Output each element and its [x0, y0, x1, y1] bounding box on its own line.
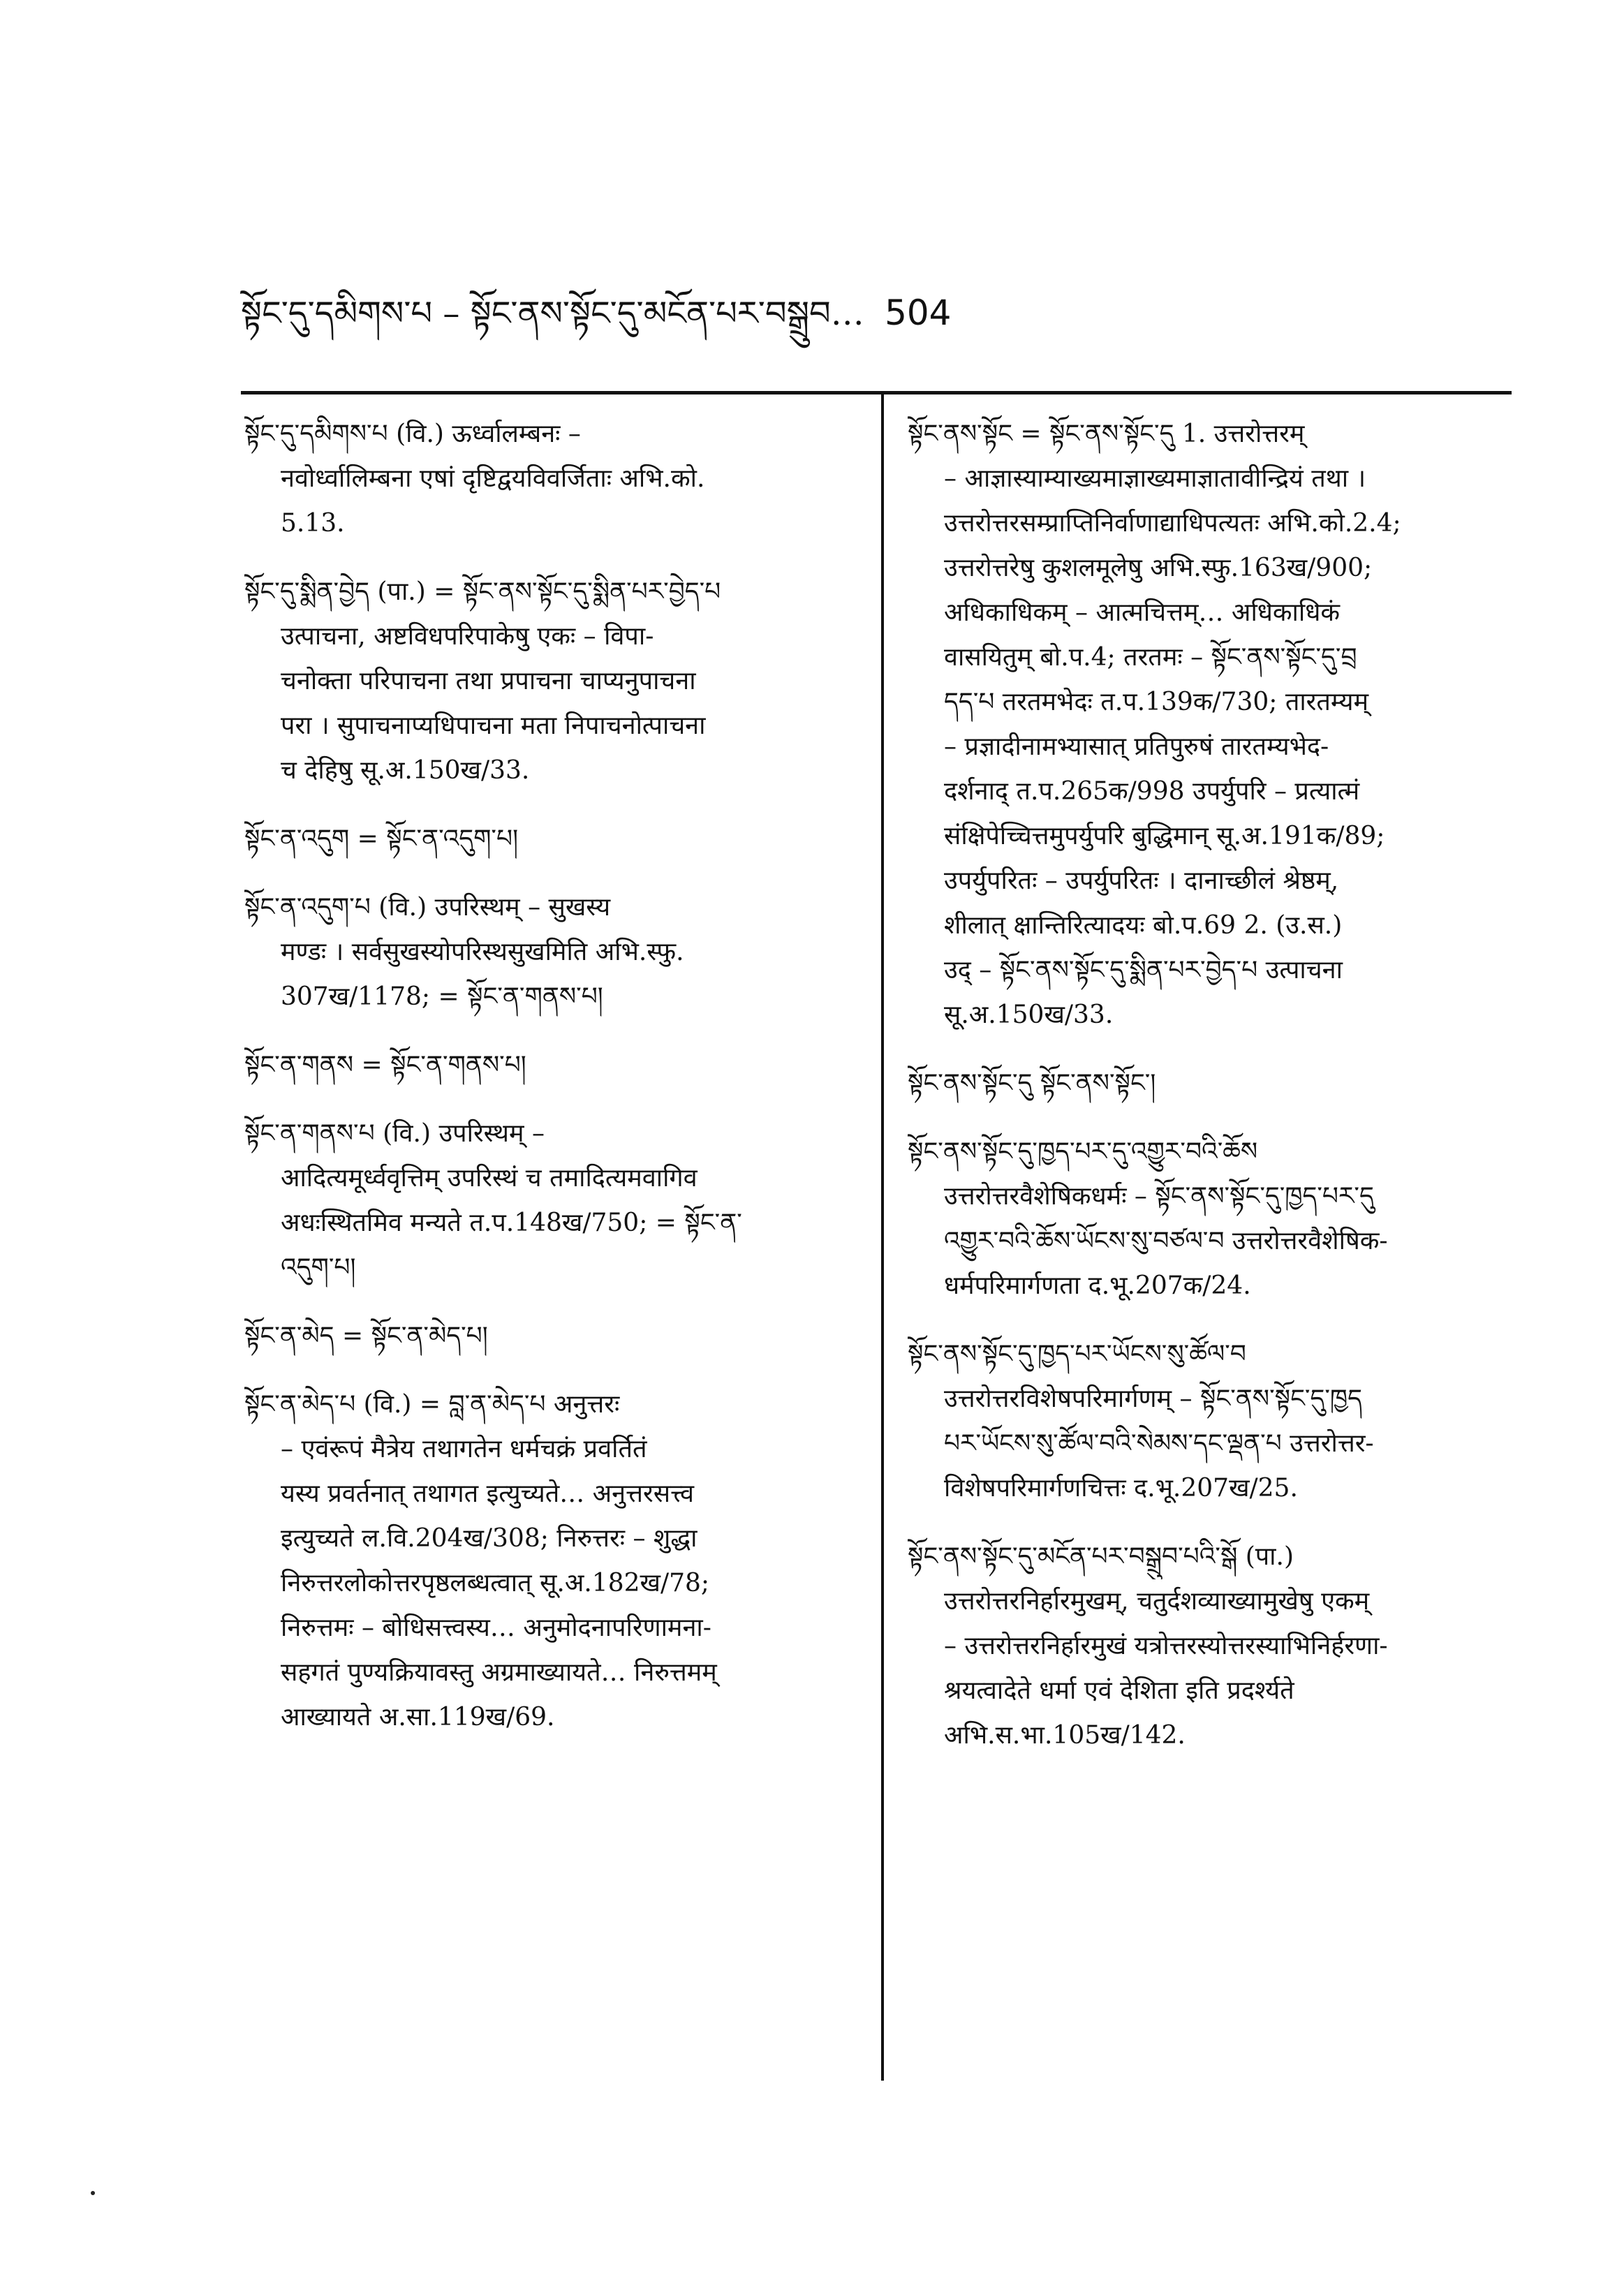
- dictionary-entry: [244, 412, 852, 546]
- entry-line: शीलात् क्षान्तिरित्यादयः बो.प.69 2. (उ.स.): [944, 911, 1343, 940]
- header-range: སྟོང་དུ་དམིགས་པ – སྟོང་ནས་སྟོང་དུ་མངོན་པར་བསྒྲུབ…: [241, 294, 864, 333]
- entry-line: 5.13.: [281, 509, 345, 538]
- entry-line: उत्तरोत्तरवैशेषिकधर्मः – སྟོང་ནས་སྟོང་དུ་ཁྱད་པར་དུ: [944, 1182, 1374, 1211]
- entry-line: – आज्ञास्याम्याख्यमाज्ञाख्यमाज्ञातावीन्द्रियं तथा ।: [944, 464, 1366, 493]
- headword-line: སྟོང་ནས་སྟོང = སྟོང་ནས་སྟོང་དུ 1. उत्तरोत्तरम्: [908, 420, 1305, 448]
- entry-line: विशेषपरिमार्गणचित्तः द.भू.207ख/25.: [944, 1474, 1298, 1503]
- entry-line: उपर्युपरितः – उपर्युपरितः । दानाच्छीलं श्रेष्ठम्,: [944, 866, 1339, 895]
- entry-line: उत्तरोत्तरनिर्हारमुखम्, चतुर्दशव्याख्यामुखेषु एकम्: [944, 1587, 1370, 1616]
- dictionary-entry: [244, 1314, 852, 1359]
- headword-line: སྟོང་ན་མེད་པ (वि.) = བླ་ན་མེད་པ अनुत्तरः: [244, 1390, 620, 1419]
- entry-line: उद् – སྟོང་ནས་སྟོང་དུ་སྨིན་པར་བྱེད་པ उत्पाचना: [944, 956, 1343, 984]
- headword-line: སྟོང་ན་གནས = སྟོང་ན་གནས་པ།: [244, 1051, 526, 1079]
- entry-line: 307ख/1178; = སྟོང་ན་གནས་པ།: [281, 982, 603, 1011]
- dictionary-entry: [908, 1061, 1515, 1106]
- entry-line: པར་ཡོངས་སུ་ཚོལ་བའི་སེམས་དང་ལྡན་པ उत्तरोत्तर-: [944, 1429, 1374, 1458]
- headword-line: སྟོང་ནས་སྟོང་དུ་ཁྱད་པར་དུ་འགྱུར་བའི་ཆོས: [908, 1137, 1258, 1166]
- entry-line: འདུག་པ།: [281, 1253, 356, 1282]
- dictionary-entry: [908, 1535, 1515, 1758]
- entry-line: आख्यायते अ.सा.119ख/69.: [281, 1703, 555, 1732]
- page-number: 504: [885, 293, 952, 333]
- left-column: [244, 412, 852, 1764]
- dictionary-entry: [908, 412, 1515, 1038]
- entry-line: उत्तरोत्तरसम्प्राप्तिनिर्वाणाद्याधिपत्यतः अभि.को.2.4;: [944, 509, 1401, 538]
- headword-line: སྟོང་ནས་སྟོང་དུ སྟོང་ནས་སྟོང་།: [908, 1069, 1156, 1098]
- entry-line: उत्तरोत्तरेषु कुशलमूलेषु अभि.स्फु.163ख/900;: [944, 554, 1373, 582]
- header-rule: [241, 391, 1512, 394]
- entry-line: उत्पाचना, अष्टविधपरिपाकेषु एकः – विपा-: [281, 622, 654, 651]
- dictionary-entry: [244, 1112, 852, 1290]
- entry-line: उत्तरोत्तरविशेषपरिमार्गणम् – སྟོང་ནས་སྟོང་དུ་ཁྱད: [944, 1385, 1362, 1413]
- entry-line: धर्मपरिमार्गणता द.भू.207क/24.: [944, 1271, 1251, 1300]
- entry-line: श्रयत्वादेते धर्मा एवं देशिता इति प्रदर्श्यते: [944, 1676, 1294, 1705]
- dictionary-entry: [244, 570, 852, 793]
- entry-line: – उत्तरोत्तरनिर्हारमुखं यत्रोत्तरस्योत्तरस्याभिनिर्हरणा-: [944, 1632, 1388, 1660]
- headword-line: སྟོང་དུ་སྨིན་བྱེད (पा.) = སྟོང་ནས་སྟོང་དུ་སྨིན་པར་བྱེད་པ: [244, 577, 721, 606]
- entry-line: འགྱུར་བའི་ཆོས་ཡོངས་སུ་བཙལ་བ उत्तरोत्तरवैशेषिक-: [944, 1227, 1388, 1255]
- entry-line: आदित्यमूर्ध्ववृत्तिम् उपरिस्थं च तमादित्यमवागिव: [281, 1164, 697, 1193]
- entry-line: संक्षिपेच्चित्तमुपर्युपरि बुद्धिमान् सू.अ.191क/89;: [944, 822, 1385, 850]
- entry-line: निरुत्तरलोकोत्तरपृष्ठलब्धत्वात् सू.अ.182ख/78;: [281, 1569, 710, 1597]
- headword-line: སྟོང་ནས་སྟོང་དུ་མངོན་པར་བསྒྲུབ་པའི་སྒོ (पा.): [908, 1542, 1294, 1571]
- headword-line: སྟོང་ན་འདུག་པ (वि.) उपरिस्थम् – सुखस्य: [244, 893, 611, 922]
- entry-line: अभि.स.भा.105ख/142.: [944, 1721, 1186, 1750]
- dictionary-entry: [244, 1382, 852, 1740]
- headword-line: སྟོང་ནས་སྟོང་དུ་ཁྱད་པར་ཡོངས་སུ་ཚོལ་བ: [908, 1340, 1246, 1368]
- headword-line: སྟོང་དུ་དམིགས་པ (वि.) ऊर्ध्वालम्बनः –: [244, 420, 581, 448]
- entry-line: मण्डः । सर्वसुखस्योपरिस्थसुखमिति अभि.स्फु.: [281, 938, 684, 966]
- entry-line: सू.अ.150ख/33.: [944, 1001, 1114, 1029]
- entry-line: अधिकाधिकम् – आत्मचित्तम्… अधिकाधिकं: [944, 598, 1340, 627]
- entry-line: वासयितुम् बो.प.4; तरतमः – སྟོང་ནས་སྟོང་དུ་བྲ: [944, 643, 1357, 672]
- entry-line: निरुत्तमः – बोधिसत्त्वस्य… अनुमोदनापरिणामना-: [281, 1614, 711, 1642]
- entry-line: इत्युच्यते ल.वि.204ख/308; निरुत्तरः – शुद्धा: [281, 1524, 697, 1553]
- column-divider: [881, 391, 884, 2081]
- page-header: [241, 292, 1567, 334]
- entry-line: चनोक्ता परिपाचना तथा प्रपाचना चाप्यनुपाचना: [281, 667, 696, 695]
- headword-line: སྟོང་ན་གནས་པ (वि.) उपरिस्थम् –: [244, 1119, 545, 1148]
- right-column: [908, 412, 1515, 1782]
- entry-line: – एवंरूपं मैत्रेय तथागतेन धर्मचक्रं प्रवर्तितं: [281, 1435, 647, 1463]
- entry-line: यस्य प्रवर्तनात् तथागत इत्युच्यते… अनुत्तरसत्त्व: [281, 1479, 695, 1508]
- dictionary-entry: [244, 817, 852, 862]
- headword-line: སྟོང་ན་འདུག = སྟོང་ན་འདུག་པ།: [244, 825, 519, 853]
- entry-line: च देहिषु सू.अ.150ख/33.: [281, 756, 530, 785]
- dictionary-entry: [908, 1130, 1515, 1308]
- entry-line: अधःस्थितमिव मन्यते त.प.148ख/750; = སྟོང་ན་: [281, 1209, 742, 1237]
- entry-line: དད་པ तरतमभेदः त.प.139क/730; तारतम्यम्: [944, 688, 1369, 716]
- entry-line: परा । सुपाचनाप्यधिपाचना मता निपाचनोत्पाचना: [281, 711, 706, 740]
- dictionary-entry: [244, 885, 852, 1019]
- entry-line: दर्शनाद् त.प.265क/998 उपर्युपरि – प्रत्यात्मं: [944, 777, 1360, 806]
- dictionary-entry: [244, 1043, 852, 1088]
- headword-line: སྟོང་ན་མེད = སྟོང་ན་མེད་པ།: [244, 1322, 488, 1350]
- entry-line: सहगतं पुण्यक्रियावस्तु अग्रमाख्यायते… निरुत्तमम्: [281, 1658, 717, 1687]
- scan-speck: [91, 2191, 95, 2195]
- dictionary-entry: [908, 1332, 1515, 1511]
- entry-line: नवोर्ध्वालिम्बना एषां दृष्टिद्वयविवर्जिताः अभि.को.: [281, 464, 705, 493]
- entry-line: – प्रज्ञादीनामभ्यासात् प्रतिपुरुषं तारतम्यभेद-: [944, 732, 1329, 761]
